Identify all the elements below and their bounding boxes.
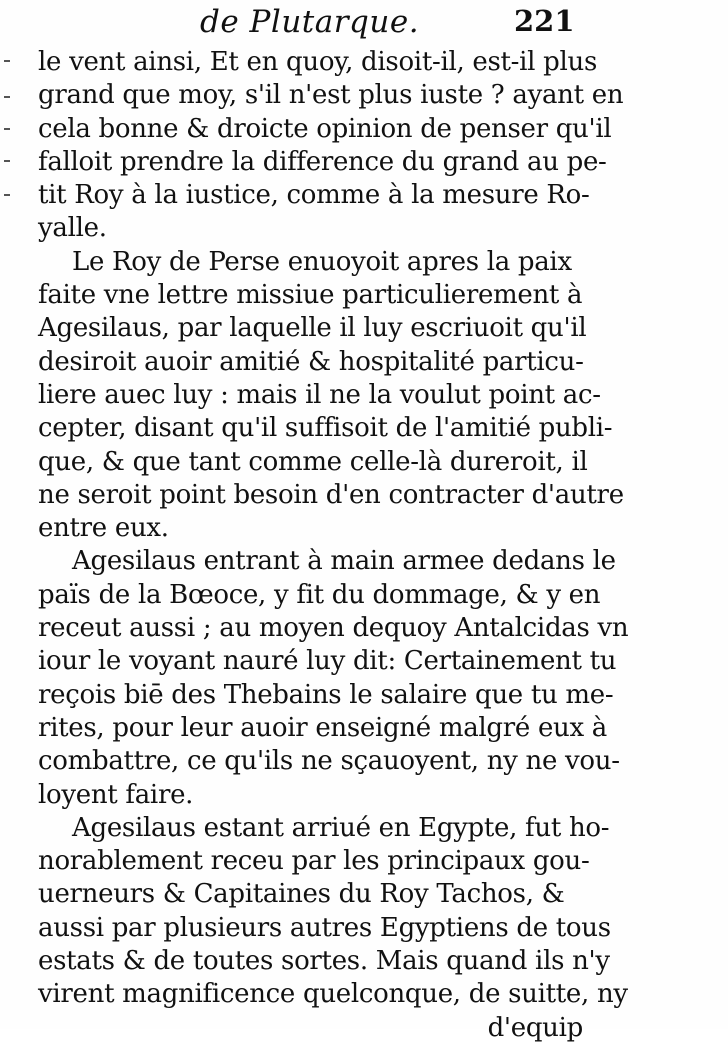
- text-line: iour le voyant nauré luy dit: Certainement tu: [38, 646, 617, 677]
- page-number: 221: [514, 4, 575, 38]
- text-line: virent magnificence quelconque, de suitte, ny: [38, 979, 628, 1010]
- text-line: cepter, disant qu'il suffisoit de l'amitié publi-: [38, 413, 613, 444]
- text-line: desiroit auoir amitié & hospitalité particu-: [38, 346, 584, 377]
- paragraph-start-line: Agesilaus estant arriué en Egypte, fut ho-: [72, 812, 610, 843]
- text-line: faite vne lettre missiue particulierement à: [38, 280, 583, 311]
- margin-mark: [4, 96, 10, 98]
- text-line: yalle.: [38, 213, 107, 244]
- text-line: loyent faire.: [38, 779, 194, 810]
- paragraph-start-line: Le Roy de Perse enuoyoit apres la paix: [72, 246, 572, 277]
- text-line: ne seroit point besoin d'en contracter d'autre: [38, 479, 624, 510]
- margin-mark: [4, 60, 10, 62]
- margin-mark: [4, 160, 10, 162]
- text-line: tit Roy à la iustice, comme à la mesure Ro-: [38, 180, 590, 211]
- text-line: receut aussi ; au moyen dequoy Antalcidas vn: [38, 613, 629, 644]
- text-line: reçois biē des Thebains le salaire que tu me-: [38, 679, 614, 710]
- text-line: norablement receu par les principaux gou-: [38, 846, 590, 877]
- margin-mark: [4, 194, 10, 196]
- text-line: que, & que tant comme celle-là dureroit, il: [38, 446, 588, 477]
- margin-mark: [4, 128, 10, 130]
- text-line: uerneurs & Capitaines du Roy Tachos, &: [38, 879, 565, 910]
- text-line: entre eux.: [38, 513, 169, 544]
- text-line: rites, pour leur auoir enseigné malgré eux à: [38, 712, 608, 743]
- text-line: grand que moy, s'il n'est plus iuste ? ayant en: [38, 80, 624, 111]
- text-line: falloit prendre la difference du grand au pe-: [38, 146, 607, 177]
- text-line: païs de la Bœoce, y fit du dommage, & y en: [38, 579, 601, 610]
- paragraph-start-line: Agesilaus entrant à main armee dedans le: [72, 546, 616, 577]
- text-line: Agesilaus, par laquelle il luy escriuoit qu'il: [38, 313, 587, 344]
- text-line: cela bonne & droicte opinion de penser qu'il: [38, 113, 612, 144]
- text-line: estats & de toutes sortes. Mais quand ils n'y: [38, 946, 610, 977]
- text-line: combattre, ce qu'ils ne sçauoyent, ny ne vou-: [38, 746, 620, 777]
- running-head-title: de Plutarque.: [200, 4, 420, 40]
- text-line: le vent ainsi, Et en quoy, disoit-il, est-il plus: [38, 47, 598, 77]
- body-text: [38, 46, 629, 1045]
- text-line: aussi par plusieurs autres Egyptiens de tous: [38, 912, 611, 943]
- text-line: liere auec luy : mais il ne la voulut point ac-: [38, 379, 601, 410]
- catchword: d'equip: [487, 1012, 583, 1043]
- running-head: [0, 2, 728, 42]
